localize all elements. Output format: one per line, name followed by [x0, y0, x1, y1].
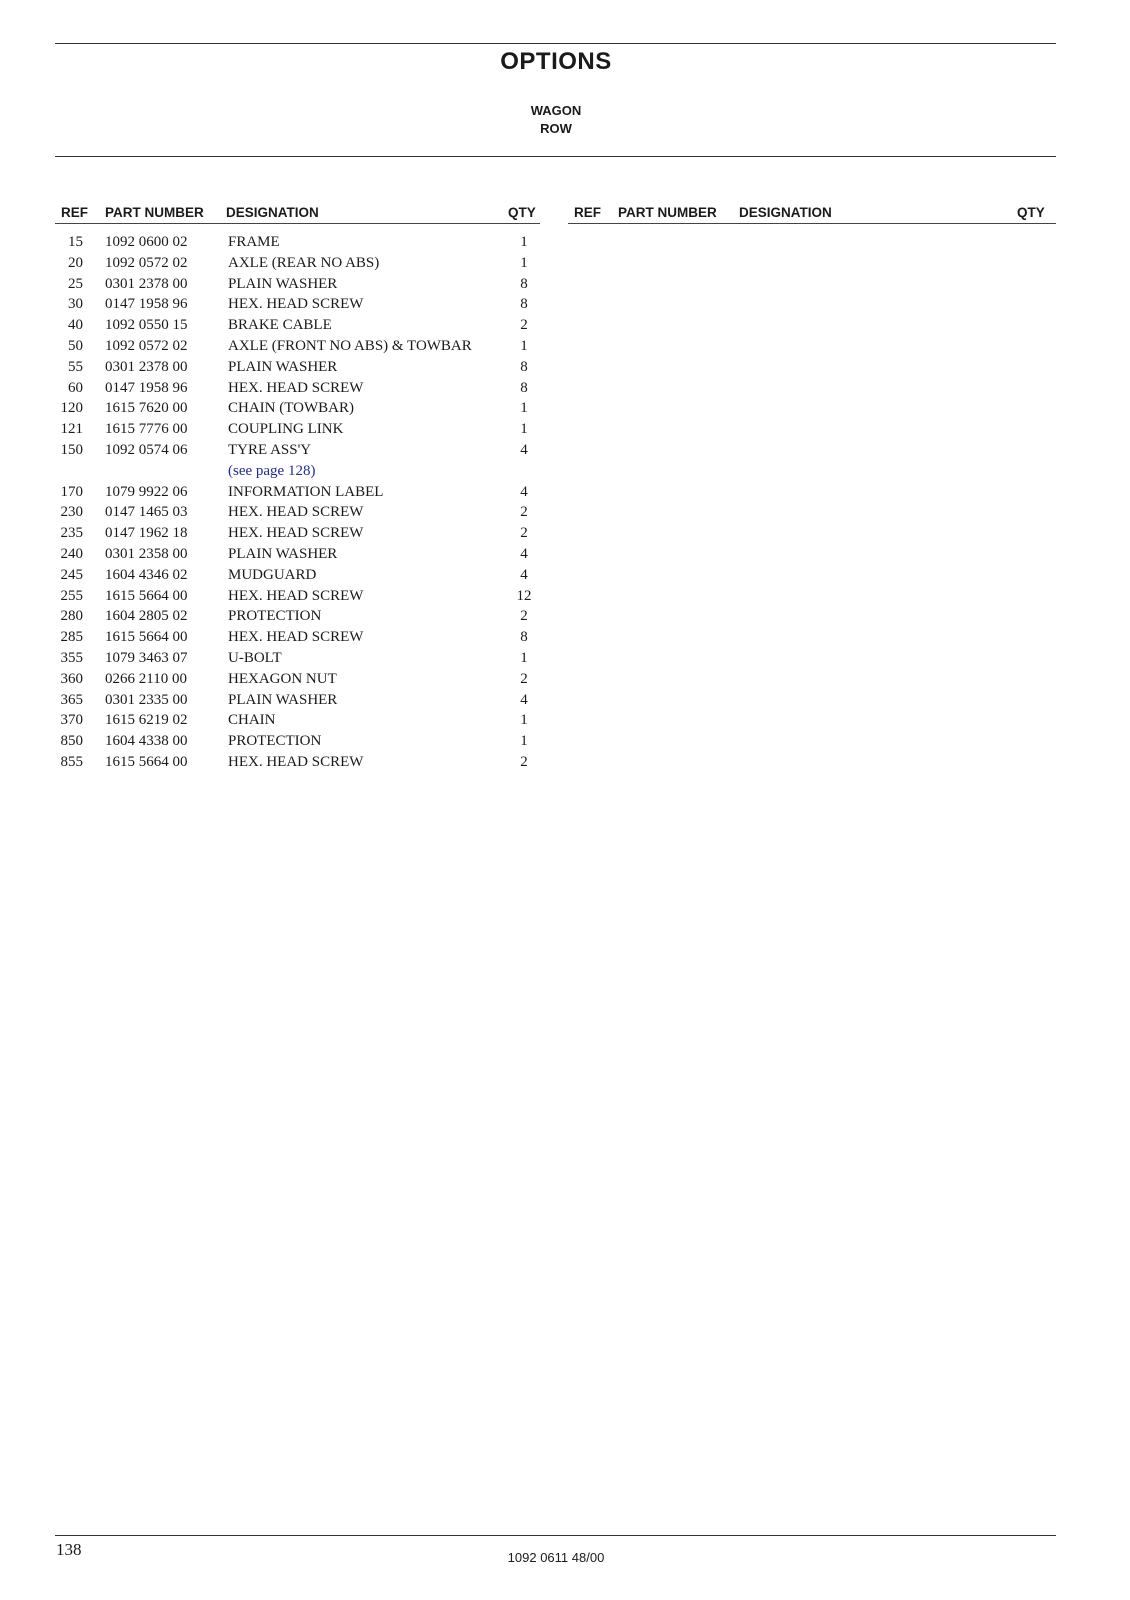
designation-cell: AXLE (FRONT NO ABS) & TOWBAR [228, 337, 472, 354]
ref-cell: 30 [68, 296, 83, 313]
ref-cell: 255 [60, 587, 83, 604]
part-number-cell: 1615 5664 00 [105, 587, 188, 604]
table-row [55, 692, 540, 713]
ref-cell: 280 [60, 608, 83, 625]
ref-cell: 50 [68, 337, 83, 354]
table-row [55, 276, 540, 297]
designation-cell: PROTECTION [228, 733, 322, 750]
ref-cell: 355 [60, 649, 83, 666]
ref-cell: 360 [60, 670, 83, 687]
designation-cell: HEX. HEAD SCREW [228, 753, 364, 770]
part-number-cell: 1604 4338 00 [105, 733, 188, 750]
qty-cell: 4 [520, 566, 528, 583]
designation-cell: COUPLING LINK [228, 421, 344, 438]
designation-cell: HEX. HEAD SCREW [228, 296, 364, 313]
part-number-cell: 1092 0550 15 [105, 317, 188, 334]
qty-cell: 8 [520, 296, 528, 313]
ref-cell: 365 [60, 691, 83, 708]
see-page-link[interactable]: (see page 128) [228, 462, 316, 479]
qty-cell: 2 [520, 753, 528, 770]
table-row [55, 463, 540, 484]
header-ref-right: REF [574, 205, 601, 220]
qty-cell: 1 [520, 712, 528, 729]
designation-cell: HEX. HEAD SCREW [228, 525, 364, 542]
qty-cell: 4 [520, 441, 528, 458]
table-row [55, 712, 540, 733]
table-row [55, 567, 540, 588]
ref-cell: 850 [60, 733, 83, 750]
subtitle-wagon: WAGON [530, 103, 582, 118]
table-row [55, 400, 540, 421]
part-number-cell: 1615 6219 02 [105, 712, 188, 729]
ref-cell: 20 [68, 254, 83, 271]
qty-cell: 4 [520, 545, 528, 562]
header-designation-right: DESIGNATION [739, 205, 832, 220]
ref-cell: 855 [60, 753, 83, 770]
part-number-cell: 1092 0572 02 [105, 254, 188, 271]
table-row [55, 525, 540, 546]
table-row [55, 338, 540, 359]
ref-cell: 55 [68, 358, 83, 375]
qty-cell: 1 [520, 421, 528, 438]
ref-cell: 121 [60, 421, 83, 438]
part-number-cell: 1615 7620 00 [105, 400, 188, 417]
part-number-cell: 1092 0574 06 [105, 441, 188, 458]
table-row [55, 317, 540, 338]
table-row [55, 754, 540, 775]
header-part-number-right: PART NUMBER [618, 205, 717, 220]
part-number-cell: 1092 0572 02 [105, 337, 188, 354]
designation-cell: BRAKE CABLE [228, 317, 332, 334]
table-row [55, 421, 540, 442]
part-number-cell: 1604 2805 02 [105, 608, 188, 625]
part-number-cell: 0147 1958 96 [105, 296, 188, 313]
table-row [55, 733, 540, 754]
page-number: 138 [56, 1540, 82, 1559]
part-number-cell: 0147 1958 96 [105, 379, 188, 396]
subtitle-row: ROW [540, 121, 572, 136]
table-row [55, 629, 540, 650]
designation-cell: FRAME [228, 234, 280, 250]
ref-cell: 25 [68, 275, 83, 292]
ref-cell: 15 [68, 234, 83, 250]
part-number-cell: 0147 1465 03 [105, 504, 188, 521]
part-number-cell: 0301 2358 00 [105, 545, 188, 562]
header-qty-right: QTY [1017, 205, 1045, 220]
qty-cell: 1 [520, 337, 528, 354]
table-row [55, 504, 540, 525]
designation-cell: PLAIN WASHER [228, 358, 338, 375]
footer-rule [55, 1535, 1056, 1536]
table-row [55, 296, 540, 317]
qty-cell: 2 [520, 317, 528, 334]
qty-cell: 12 [516, 587, 532, 604]
qty-cell: 4 [520, 483, 528, 500]
ref-cell: 170 [60, 483, 83, 500]
left-column-header [55, 205, 540, 224]
table-row [55, 546, 540, 567]
table-row [55, 380, 540, 401]
ref-cell: 120 [60, 400, 83, 417]
qty-cell: 8 [520, 275, 528, 292]
part-number-cell: 0147 1962 18 [105, 525, 188, 542]
qty-cell: 2 [520, 608, 528, 625]
table-row [55, 234, 540, 255]
table-row [55, 442, 540, 463]
qty-cell: 8 [520, 358, 528, 375]
header-rule [55, 156, 1056, 157]
qty-cell: 1 [520, 234, 528, 250]
table-row [55, 588, 540, 609]
ref-cell: 245 [60, 566, 83, 583]
part-number-cell: 1615 7776 00 [105, 421, 188, 438]
designation-cell: INFORMATION LABEL [228, 483, 384, 500]
designation-cell: AXLE (REAR NO ABS) [228, 254, 380, 271]
table-row [55, 255, 540, 276]
ref-cell: 240 [60, 545, 83, 562]
right-column-header [568, 205, 1056, 224]
designation-cell: PLAIN WASHER [228, 545, 338, 562]
qty-cell: 1 [520, 400, 528, 417]
part-number-cell: 1604 4346 02 [105, 566, 188, 583]
qty-cell: 2 [520, 670, 528, 687]
header-designation: DESIGNATION [226, 205, 319, 220]
part-number-cell: 1092 0600 02 [105, 234, 188, 250]
part-number-cell: 1615 5664 00 [105, 753, 188, 770]
table-row [55, 484, 540, 505]
ref-cell: 60 [68, 379, 83, 396]
designation-cell: U-BOLT [228, 649, 282, 666]
qty-cell: 2 [520, 504, 528, 521]
qty-cell: 1 [520, 254, 528, 271]
page-title: OPTIONS [500, 48, 612, 75]
part-number-cell: 0301 2335 00 [105, 691, 188, 708]
header-part-number: PART NUMBER [105, 205, 204, 220]
qty-cell: 8 [520, 629, 528, 646]
designation-cell: MUDGUARD [228, 566, 317, 583]
header-ref: REF [61, 205, 88, 220]
designation-cell: PLAIN WASHER [228, 691, 338, 708]
qty-cell: 2 [520, 525, 528, 542]
qty-cell: 4 [520, 691, 528, 708]
designation-cell: PLAIN WASHER [228, 275, 338, 292]
ref-cell: 230 [60, 504, 83, 521]
part-number-cell: 1079 9922 06 [105, 483, 188, 500]
part-number-cell: 1079 3463 07 [105, 649, 188, 666]
qty-cell: 1 [520, 649, 528, 666]
table-row [55, 650, 540, 671]
part-number-cell: 0266 2110 00 [105, 670, 187, 687]
designation-cell: CHAIN [228, 712, 276, 729]
designation-cell: HEX. HEAD SCREW [228, 379, 364, 396]
document-number: 1092 0611 48/00 [507, 1550, 605, 1565]
designation-cell: CHAIN (TOWBAR) [228, 400, 354, 417]
qty-cell: 1 [520, 733, 528, 750]
ref-cell: 235 [60, 525, 83, 542]
qty-cell: 8 [520, 379, 528, 396]
table-row [55, 359, 540, 380]
top-rule [55, 43, 1056, 44]
designation-cell: HEX. HEAD SCREW [228, 587, 364, 604]
ref-cell: 370 [60, 712, 83, 729]
part-number-cell: 0301 2378 00 [105, 275, 188, 292]
part-number-cell: 1615 5664 00 [105, 629, 188, 646]
designation-cell: TYRE ASS'Y [228, 441, 312, 458]
designation-cell: PROTECTION [228, 608, 322, 625]
designation-cell: HEX. HEAD SCREW [228, 504, 364, 521]
parts-list [55, 234, 540, 775]
designation-cell: HEX. HEAD SCREW [228, 629, 364, 646]
ref-cell: 40 [68, 317, 83, 334]
header-qty: QTY [508, 205, 536, 220]
table-row [55, 608, 540, 629]
part-number-cell: 0301 2378 00 [105, 358, 188, 375]
ref-cell: 285 [60, 629, 83, 646]
designation-cell: HEXAGON NUT [228, 670, 337, 687]
table-row [55, 671, 540, 692]
ref-cell: 150 [60, 441, 83, 458]
